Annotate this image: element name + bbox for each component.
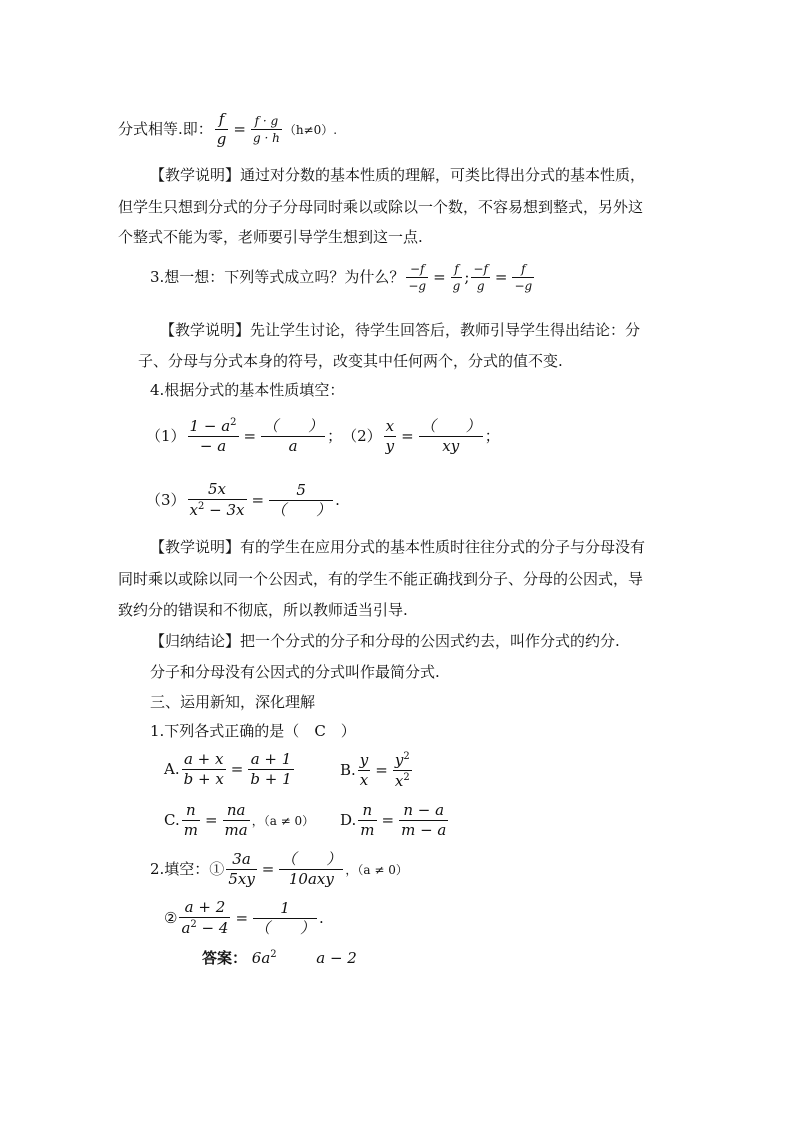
section-title: 三、运用新知，深化理解 xyxy=(150,693,316,711)
exercise-1-stem: 1.下列各式正确的是（ C ） xyxy=(150,722,356,740)
teaching-note-1: 【教学说明】通过对分数的基本性质的理解，可类比得出分式的基本性质， xyxy=(150,166,646,184)
teaching-note-1-line3: 个整式不能为零，老师要引导学生想到这一点. xyxy=(118,228,423,246)
teaching-note-3: 【教学说明】有的学生在应用分式的基本性质时往往分式的分子与分母没有 xyxy=(150,538,646,556)
teaching-note-2: 【教学说明】先让学生讨论，待学生回答后，教师引导学生得出结论：分 xyxy=(160,321,641,339)
option-c: C. $\frac{n}{m}$ = $\frac{na}{ma}$ ，（a ≠ 0） xyxy=(164,801,315,839)
exercise-2-part-1: 2.填空：① $\frac{3a}{5xy}$ = $\frac{( )}{\text{10axy}}$ ，（a ≠ 0） xyxy=(150,850,408,888)
answer-line xyxy=(202,950,357,966)
summary-conclusion-line2: 分子和分母没有公因式的分式叫作最简分式. xyxy=(150,663,440,681)
think-question: 3.想一想：下列等式成立吗？为什么？ $\frac{-f}{-g}$ = $\frac{f}{g}$ ; $\frac{-f}{g}$ = $\frac{f}{-g}$ xyxy=(150,262,533,293)
teaching-note-3-line2: 同时乘以或除以同一个公因式，有的学生不能正确找到分子、分母的公因式，导 xyxy=(118,570,644,588)
fraction: $\frac{f}{g}$ xyxy=(216,110,227,148)
answer-label: 答案： xyxy=(202,949,248,967)
option-d: D. $\frac{n}{m}$ = $\frac{n - a}{m - a}$ xyxy=(340,801,447,839)
teaching-note-3-line3: 致约分的错误和不彻底，所以教师适当引导. xyxy=(118,601,408,619)
answer-value-1: $6a^2$ xyxy=(251,949,277,967)
text-prefix: 分式相等.即： xyxy=(118,120,213,138)
option-a: A. $\frac{a + x}{b + x}$ = $\frac{a + 1}{b + 1}$ xyxy=(164,750,292,788)
option-b: B. $\frac{y}{x}$ = $\frac{y^2}{x^2}$ xyxy=(340,751,410,790)
teaching-note-2-line2: 子、分母与分式本身的符号，改变其中任何两个，分式的值不变. xyxy=(138,352,563,370)
condition: （h≠0）. xyxy=(283,122,338,137)
fraction: $\frac{f \cdot g}{g \cdot h}$ xyxy=(252,114,280,145)
fraction-equality-line: 分式相等.即： $\frac{f}{g}$ = $\frac{f \cdot g}{g \cdot h}$ （h≠0）. xyxy=(118,110,338,148)
fill-blank-row-1: （1） $\frac{1 - a^2}{- a}$ = $\frac{( )}{a}$ ； （2） $\frac{x}{y}$ = $\frac{( )}{xy}$ ； xyxy=(146,416,500,455)
teaching-note-1-line2: 但学生只想到分式的分子分母同时乘以或除以一个数，不容易想到整式，另外这 xyxy=(118,198,644,216)
summary-conclusion: 【归纳结论】把一个分式的分子和分母的公因式约去，叫作分式的约分. xyxy=(150,632,620,650)
exercise-2-part-2: ② $\frac{a + 2}{a^2 - 4}$ = $\frac{1}{( )}$ . xyxy=(164,898,324,937)
fill-blank-row-3: （3） $\frac{5x}{x^2 - 3x}$ = $\frac{5}{( )}$ . xyxy=(146,480,340,519)
answer-value-2: a − 2 xyxy=(316,949,357,967)
fill-blank-title: 4.根据分式的基本性质填空： xyxy=(150,381,345,399)
